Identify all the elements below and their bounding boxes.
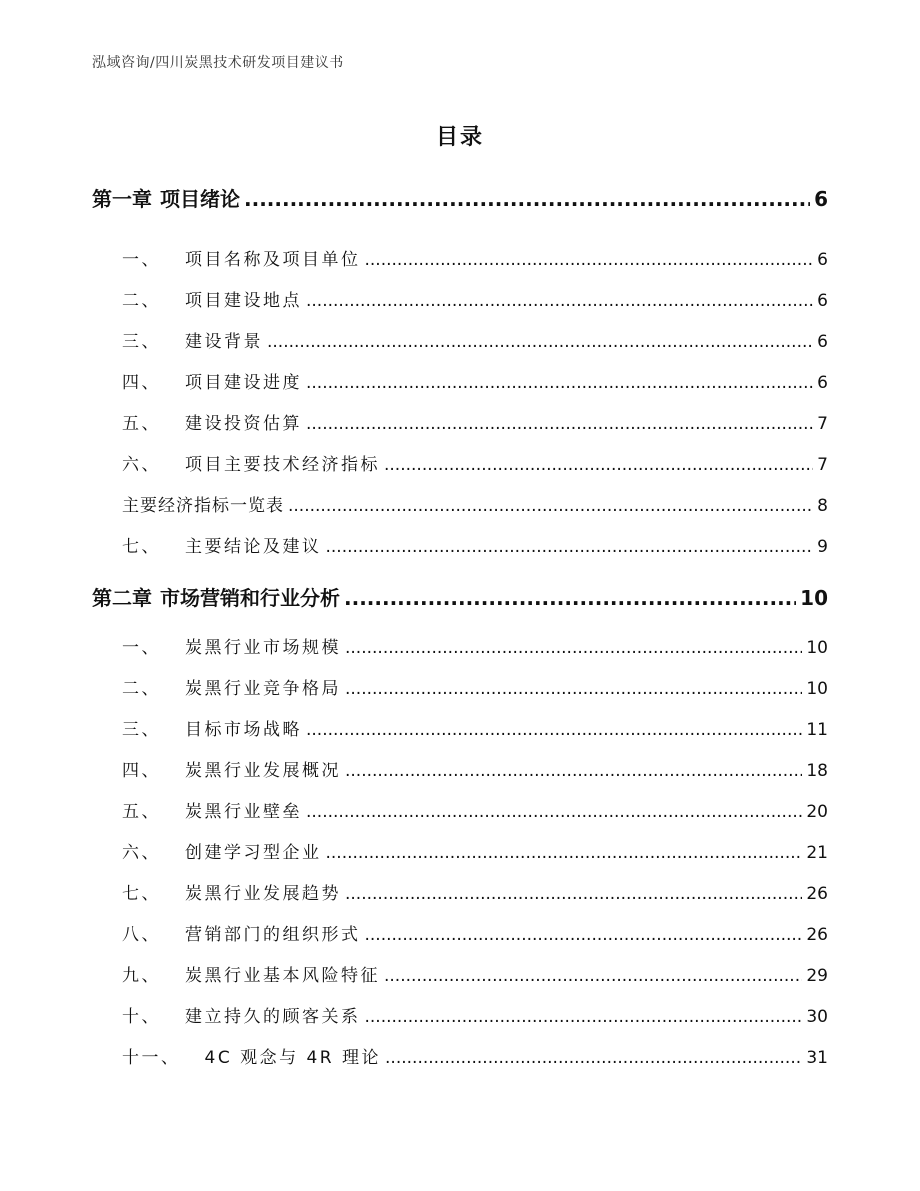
toc-entry-number: 第二章 xyxy=(92,586,152,610)
toc-entry-label: 建立持久的顾客关系 xyxy=(185,1007,361,1027)
toc-entry-number: 二、 xyxy=(122,679,161,699)
toc-entry[interactable] xyxy=(92,532,828,557)
toc-entry-number: 二、 xyxy=(122,291,161,311)
toc-entry-page: 26 xyxy=(806,884,828,904)
toc-entry-page: 18 xyxy=(806,761,828,781)
toc-entry[interactable] xyxy=(92,879,828,904)
toc-entry[interactable] xyxy=(92,961,828,986)
toc-leader-dots xyxy=(345,761,802,781)
toc-entry[interactable] xyxy=(92,920,828,945)
toc-leader-dots xyxy=(365,1007,803,1027)
toc-leader-dots xyxy=(365,925,803,945)
toc-leader-dots xyxy=(306,414,813,434)
toc-leader-dots xyxy=(306,291,813,311)
toc-entry[interactable] xyxy=(92,797,828,822)
running-header: 泓域咨询/四川炭黑技术研发项目建议书 xyxy=(92,55,344,71)
toc-entry-label: 主要经济指标一览表 xyxy=(122,496,284,516)
toc-entry-number: 一、 xyxy=(122,638,161,658)
toc-entry-number: 八、 xyxy=(122,925,161,945)
toc-entry[interactable] xyxy=(92,450,828,475)
toc-entry-label: 创建学习型企业 xyxy=(185,843,322,863)
header-divider xyxy=(92,76,828,77)
toc-leader-dots xyxy=(345,638,802,658)
toc-entry-number: 五、 xyxy=(122,802,161,822)
toc-entry-label: 项目建设地点 xyxy=(185,291,302,311)
toc-entry[interactable] xyxy=(92,245,828,270)
toc-entry-page: 7 xyxy=(817,455,828,475)
toc-entry-number: 九、 xyxy=(122,966,161,986)
toc-leader-dots xyxy=(385,1048,802,1068)
toc-leader-dots xyxy=(345,884,802,904)
toc-entry-page: 7 xyxy=(817,414,828,434)
toc-entry-page: 10 xyxy=(800,586,828,610)
toc-entry-number: 第一章 xyxy=(92,187,152,211)
toc-entry-page: 10 xyxy=(806,679,828,699)
toc-entry[interactable] xyxy=(92,1002,828,1027)
toc-entry[interactable] xyxy=(92,368,828,393)
toc-entry-page: 9 xyxy=(817,537,828,557)
toc-entry-number: 四、 xyxy=(122,761,161,781)
toc-entry-label: 炭黑行业壁垒 xyxy=(185,802,302,822)
toc-entry-label: 建设背景 xyxy=(185,332,263,352)
toc-leader-dots xyxy=(344,586,796,610)
toc-entry-page: 6 xyxy=(817,291,828,311)
toc-entry[interactable] xyxy=(92,674,828,699)
toc-leader-dots xyxy=(326,843,803,863)
toc-entry-number: 三、 xyxy=(122,332,161,352)
toc-leader-dots xyxy=(384,455,813,475)
toc-entry-page: 26 xyxy=(806,925,828,945)
toc-entry-number: 十、 xyxy=(122,1007,161,1027)
toc-entry-page: 6 xyxy=(817,332,828,352)
toc-entry-number: 十一、 xyxy=(122,1048,181,1068)
toc-leader-dots xyxy=(326,537,814,557)
toc-entry-page: 29 xyxy=(806,966,828,986)
toc-entry-page: 6 xyxy=(814,187,828,211)
toc-entry[interactable] xyxy=(92,409,828,434)
toc-entry-number: 一、 xyxy=(122,250,161,270)
toc-entry-label: 炭黑行业竞争格局 xyxy=(185,679,341,699)
toc-entry[interactable] xyxy=(92,327,828,352)
toc-entry-label: 项目名称及项目单位 xyxy=(185,250,361,270)
toc-entry[interactable] xyxy=(92,1043,828,1068)
toc-title: 目录 xyxy=(435,125,484,150)
toc-leader-dots xyxy=(365,250,814,270)
toc-entry-label: 项目主要技术经济指标 xyxy=(185,455,380,475)
toc-entry-page: 21 xyxy=(806,843,828,863)
toc-leader-dots xyxy=(345,679,802,699)
toc-entry-number: 六、 xyxy=(122,455,161,475)
toc-entry-label: 炭黑行业发展概况 xyxy=(185,761,341,781)
toc-entry-page: 31 xyxy=(806,1048,828,1068)
toc-entry-label: 炭黑行业发展趋势 xyxy=(185,884,341,904)
toc-entry[interactable] xyxy=(92,838,828,863)
toc-leader-dots xyxy=(306,373,813,393)
toc-entry-chapter[interactable] xyxy=(92,582,828,611)
toc-leader-dots xyxy=(306,802,802,822)
toc-entry-number: 六、 xyxy=(122,843,161,863)
toc-entry[interactable] xyxy=(92,633,828,658)
toc-leader-dots xyxy=(306,720,802,740)
toc-entry-page: 8 xyxy=(817,496,828,516)
toc-entry-label: 营销部门的组织形式 xyxy=(185,925,361,945)
toc-entry-page: 10 xyxy=(806,638,828,658)
toc-entry-page: 6 xyxy=(817,250,828,270)
toc-entry-number: 五、 xyxy=(122,414,161,434)
toc-entry-page: 20 xyxy=(806,802,828,822)
toc-leader-dots xyxy=(288,496,813,516)
toc-entry-label: 炭黑行业基本风险特征 xyxy=(185,966,380,986)
toc-entry[interactable] xyxy=(92,715,828,740)
toc-entry-page: 6 xyxy=(817,373,828,393)
toc-entry[interactable] xyxy=(92,286,828,311)
toc-entry[interactable] xyxy=(92,756,828,781)
toc-entry-number: 七、 xyxy=(122,884,161,904)
toc-entry-number: 七、 xyxy=(122,537,161,557)
toc-leader-dots xyxy=(384,966,802,986)
toc-entry[interactable] xyxy=(92,491,828,516)
toc-entry-label: 4C 观念与 4R 理论 xyxy=(204,1048,382,1068)
toc-entry-label: 市场营销和行业分析 xyxy=(160,586,340,610)
toc-entry-label: 建设投资估算 xyxy=(185,414,302,434)
toc-entry-number: 四、 xyxy=(122,373,161,393)
toc-entry-number: 三、 xyxy=(122,720,161,740)
toc-entry-page: 11 xyxy=(806,720,828,740)
toc-entry-label: 目标市场战略 xyxy=(185,720,302,740)
toc-entry-label: 炭黑行业市场规模 xyxy=(185,638,341,658)
toc-entry-page: 30 xyxy=(806,1007,828,1027)
toc-leader-dots xyxy=(267,332,813,352)
toc-entry-label: 主要结论及建议 xyxy=(185,537,322,557)
toc-entry-chapter[interactable] xyxy=(92,183,828,212)
toc-leader-dots xyxy=(244,187,810,211)
toc-entry-label: 项目绪论 xyxy=(160,187,240,211)
toc-entry-label: 项目建设进度 xyxy=(185,373,302,393)
